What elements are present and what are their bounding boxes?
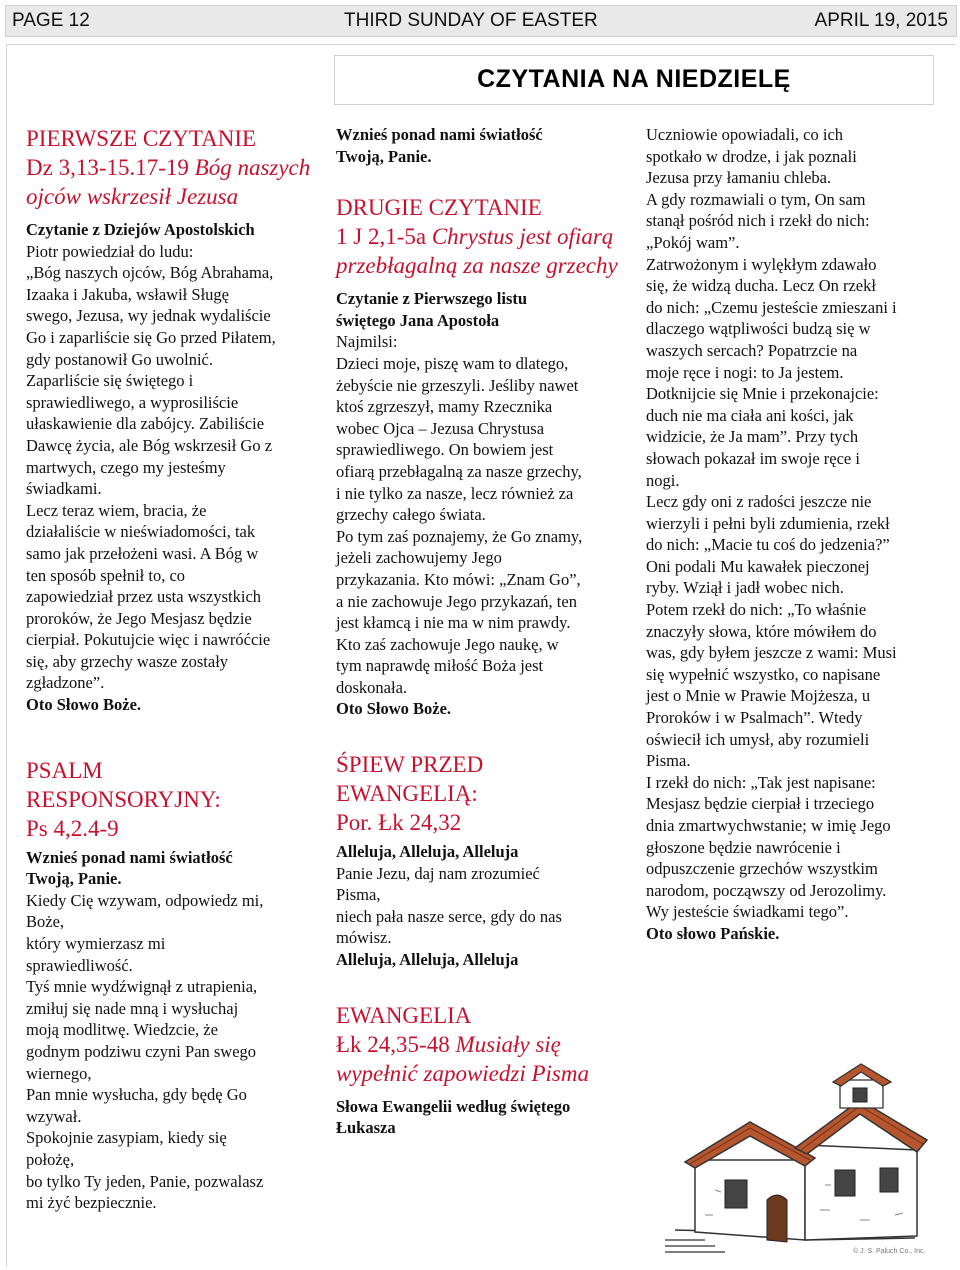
text-line: Tyś mnie wydźwignął z utrapienia, [26, 977, 258, 997]
text-line: Zatrwożonym i wylękłym zdawało [646, 254, 877, 274]
text-line: do nich: „Czemu jesteście zmieszani i [646, 297, 897, 317]
text-line: działaliście w nieświadomości, tak [26, 522, 256, 542]
text-line: Spokojnie zasypiam, kiedy się [26, 1128, 227, 1148]
second-reading-ref: 1 J 2,1-5a Chrystus jest ofiarą przebłagalną za nasze grzechy [336, 224, 618, 279]
text-line: Dotknijcie się Mnie i przekonajcie: [646, 384, 879, 404]
text-line: doskonała. [336, 677, 408, 697]
text-line: Izaaka i Jakuba, wsławił Sługę [26, 284, 229, 304]
text-line: sprawiedliwego, a wyprosiliście [26, 392, 239, 412]
text-line: ten sposób spełnił to, co [26, 565, 186, 585]
text-line: Pisma, [336, 885, 381, 905]
section-title: CZYTANIA NA NIEDZIELĘ [477, 65, 791, 93]
text-line: spotkało w drodze, i jak poznali [646, 146, 857, 166]
text-line: Kiedy Cię wzywam, odpowiedz mi, [26, 890, 264, 910]
acclamation-heading: ŚPIEW PRZED [336, 752, 484, 778]
text-line: stanął pośród nich i rzekł do nich: [646, 211, 870, 231]
text-line: mi żyć bezpiecznie. [26, 1193, 157, 1213]
psalm-refrain: Wznieś ponad nami światłość [26, 847, 233, 867]
psalm-ref: Ps 4,2.4-9 [26, 815, 119, 841]
text-line: duch nie ma ciała ani kości, jak [646, 405, 854, 425]
text-line: ofiarą przebłagalną za nasze grzechy, [336, 461, 582, 481]
text-line: swego, Jezusa, wy jednak wydaliście [26, 306, 271, 326]
acclamation-ref: Por. Łk 24,32 [336, 810, 462, 836]
text-line: Kto zaś zachowuje Jego naukę, w [336, 634, 559, 654]
text-line: godnym podziwu czyni Pan swego [26, 1042, 257, 1061]
text-line: się wypełnić wszystko, co napisane [646, 664, 881, 684]
column-1 [26, 124, 326, 1214]
text-line: sprawiedliwego. On bowiem jest [336, 440, 554, 460]
text-line: Proroków i w Psalmach”. Wtedy [646, 708, 863, 728]
header-occasion: THIRD SUNDAY OF EASTER [344, 10, 598, 31]
text-line: Piotr powiedział do ludu: [26, 241, 194, 261]
text-line: zgładzone”. [26, 673, 105, 693]
gospel-closing: Oto słowo Pańskie. [646, 923, 780, 943]
text-line: dlaczego wątpliwości budzą się w [646, 319, 871, 339]
text-line: Pan mnie wysłucha, gdy będę Go [26, 1085, 247, 1105]
text-line: jest o Mnie w Prawie Mojżesza, u [646, 686, 871, 706]
text-line: narodom, począwszy od Jerozolimy. [646, 880, 887, 900]
text-line: zmiłuj się nade mną i wysłuchaj [26, 998, 239, 1018]
text-line: A gdy rozmawiali o tym, On sam [646, 189, 866, 209]
page-number: PAGE 12 [12, 10, 90, 31]
first-reading-ref: Dz 3,13-15.17-19 Bóg naszych ojców wskrzesił Jezusa [26, 155, 311, 209]
text-line: Dawcę życia, ale Bóg wskrzesił Go z [26, 435, 273, 455]
text-line: znaczyły słowa, które mówiłem do [646, 621, 877, 641]
second-reading-theme: Chrystus jest ofiarą przebłagalną za nasze grzechy [336, 224, 618, 279]
text-line: się, aby grzechy wasze zostały [26, 651, 229, 671]
gospel-theme: Musiały się wypełnić zapowiedzi Pisma [336, 1031, 589, 1086]
text-line: dnia zmartwychwstanie; w imię Jego [646, 816, 891, 835]
text-line: proroków, że Jego Mesjasz będzie [26, 608, 252, 628]
text-line: Go i zaparliście się Go przed Piłatem, [26, 327, 276, 347]
text-line: oświecił ich umysł, aby rozumieli [646, 729, 870, 749]
page-header [5, 5, 957, 37]
text-line: Panie Jezu, daj nam zrozumieć [336, 863, 540, 883]
text-line: Zaparliście się świętego i [26, 371, 194, 391]
text-line: Jezusa przy łamaniu chleba. [646, 168, 832, 188]
text-line: widzicie, że Ja mam”. Przy tych [646, 427, 859, 447]
gospel-source-2: Łukasza [336, 1118, 396, 1138]
psalm-refrain-repeat: Wznieś ponad nami światłość [336, 125, 543, 144]
psalm-heading: PSALM [26, 757, 103, 783]
text-line: Pisma. [646, 751, 691, 771]
first-reading-theme: Bóg naszych ojców wskrzesił Jezusa [26, 155, 311, 209]
text-line: martwych, czego my jesteśmy [26, 457, 226, 477]
text-line: grzechy całego świata. [336, 505, 486, 525]
gospel-source: Słowa Ewangelii według świętego [336, 1096, 571, 1116]
text-line: moją modlitwę. Wiedzcie, że [26, 1020, 218, 1040]
psalm-refrain-repeat-2: Twoją, Panie. [336, 146, 432, 166]
illustration-credit: © J. S. Paluch Co., Inc. [853, 1248, 926, 1255]
text-line: słowach pokazał im swoje ręce i [646, 448, 860, 468]
text-line: gdy postanowił Go uwolnić. [26, 349, 213, 369]
text-line: Potem rzekł do nich: „To właśnie [646, 600, 867, 620]
text-line: waszych sercach? Popatrzcie na [646, 340, 858, 360]
text-line: cierpiał. Pokutujcie więc i nawróćcie [26, 630, 271, 650]
text-line: zapowiedział przez usta wszystkich [26, 587, 262, 607]
text-line: moje ręce i nogi: to Ja jestem. [646, 362, 844, 382]
second-reading-closing: Oto Słowo Boże. [336, 699, 452, 719]
text-line: Uczniowie opowiadali, co ich [646, 125, 844, 144]
text-line: i nie tylko za nasze, lecz również za [336, 483, 574, 503]
text-line: a nie zachowuje Jego przykazań, ten [336, 591, 577, 611]
first-reading-closing: Oto Słowo Boże. [26, 695, 142, 715]
second-reading-source-2: świętego Jana Apostoła [336, 310, 500, 330]
acclamation-heading-2: EWANGELIĄ: [336, 781, 478, 807]
second-reading-text [336, 331, 628, 698]
text-line: ktoś zgrzeszył, mamy Rzecznika [336, 397, 553, 417]
text-line: I rzekł do nich: „Tak jest napisane: [646, 772, 876, 792]
section-title-box [334, 55, 934, 105]
text-line: bo tylko Ty jeden, Panie, pozwalasz [26, 1171, 264, 1191]
text-line: was, gdy byłem jeszcze z wami: Musi [646, 643, 897, 663]
text-line: Mesjasz będzie cierpiał i trzeciego [646, 794, 875, 814]
acclamation-alleluia: Alleluja, Alleluja, Alleluja [336, 842, 519, 862]
column-2 [336, 124, 628, 1139]
acclamation-alleluia-repeat: Alleluja, Alleluja, Alleluja [336, 950, 519, 970]
psalm-refrain-2: Twoją, Panie. [26, 869, 122, 889]
text-line: Lecz teraz wiem, bracia, że [26, 500, 207, 520]
text-line: niech pała nasze serce, gdy do nas [336, 906, 562, 926]
text-line: wobec Ojca – Jezusa Chrystusa [336, 418, 545, 438]
text-line: „Pokój wam”. [646, 232, 740, 252]
text-line: Wy jesteście świadkami tego”. [646, 902, 849, 922]
text-line: Lecz gdy oni z radości jeszcze nie [646, 492, 872, 512]
house-illustration [655, 1040, 945, 1256]
gospel-ref: Łk 24,35-48 Musiały się wypełnić zapowiedzi Pisma [336, 1031, 589, 1086]
text-line: się, że widzą ducha. Lecz On rzekł [646, 276, 876, 296]
text-line: Dzieci moje, piszę wam to dlatego, [336, 353, 569, 373]
second-reading-heading: DRUGIE CZYTANIE [336, 195, 542, 221]
text-line: „Bóg naszych ojców, Bóg Abrahama, [26, 263, 274, 283]
text-line: Boże, [26, 912, 65, 932]
text-line: do nich: „Macie tu coś do jedzenia?” [646, 535, 890, 555]
gospel-text [646, 124, 946, 923]
text-line: sprawiedliwość. [26, 955, 133, 975]
header-date: APRIL 19, 2015 [814, 10, 948, 31]
acclamation-text [336, 863, 628, 949]
first-reading-text [26, 241, 326, 694]
text-line: położę, [26, 1149, 75, 1169]
text-line: ułaskawienie dla zabójcy. Zabiliście [26, 414, 265, 434]
text-line: wzywał. [26, 1106, 82, 1126]
text-line: wiernego, [26, 1063, 92, 1083]
text-line: odpuszczenie grzechów wszystkim [646, 859, 878, 879]
column-3 [646, 124, 946, 945]
text-line: wierzyli i pełni byli zdumienia, rzekł [646, 513, 890, 533]
text-line: który wymierzasz mi [26, 934, 166, 954]
second-reading-source: Czytanie z Pierwszego listu [336, 289, 528, 309]
psalm-text [26, 890, 326, 1214]
text-line: świadkami. [26, 479, 102, 499]
first-reading-heading: PIERWSZE CZYTANIE [26, 126, 257, 151]
text-line: tym naprawdę miłość Boża jest [336, 656, 544, 676]
text-line: przykazania. Kto mówi: „Znam Go”, [336, 569, 581, 589]
text-line: ryby. Wziął i jadł wobec nich. [646, 578, 844, 598]
text-line: Po tym zaś poznajemy, że Go znamy, [336, 526, 583, 546]
text-line: nogi. [646, 470, 680, 490]
text-line: Oni podali Mu kawałek pieczonej [646, 556, 870, 576]
text-line: jeżeli zachowujemy Jego [336, 548, 502, 568]
gospel-heading: EWANGELIA [336, 1002, 472, 1028]
psalm-heading-2: RESPONSORYJNY: [26, 786, 221, 812]
text-line: samo jak przełożeni wasi. A Bóg w [26, 543, 259, 563]
text-line: głoszone będzie nawrócenie i [646, 837, 841, 857]
text-line: żebyście nie grzeszyli. Jeśliby nawet [336, 375, 579, 395]
text-line: Najmilsi: [336, 332, 398, 352]
text-line: mówisz. [336, 928, 392, 948]
first-reading-source: Czytanie z Dziejów Apostolskich [26, 220, 255, 239]
text-line: jest kłamcą i nie ma w nim prawdy. [336, 613, 571, 633]
